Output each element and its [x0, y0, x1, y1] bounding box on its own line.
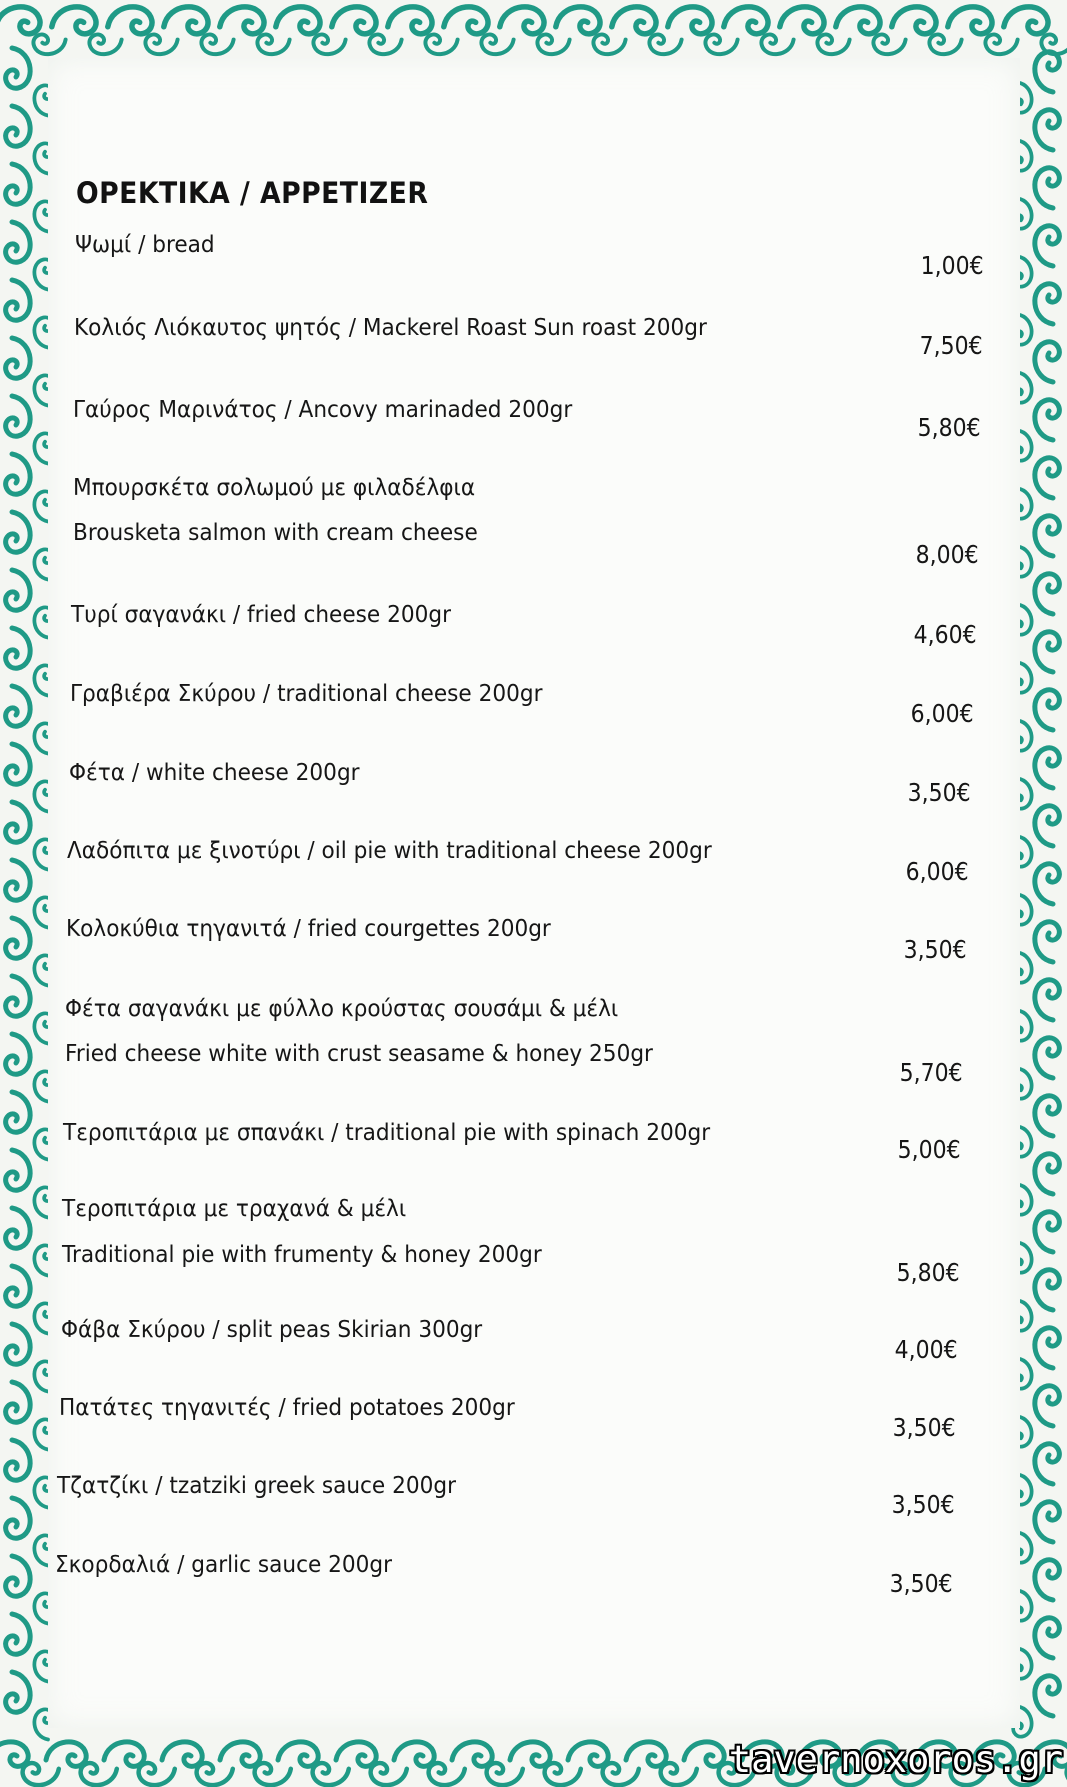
menu-item-price: 5,00€ — [898, 1135, 961, 1164]
menu-item-name: Traditional pie with frumenty & honey 200gr — [62, 1240, 542, 1268]
menu-item-price: 5,80€ — [918, 413, 981, 442]
menu-item-price: 7,50€ — [920, 331, 983, 360]
menu-item-price: 5,80€ — [897, 1258, 960, 1287]
menu-item-name: Φέτα / white cheese 200gr — [69, 758, 360, 786]
menu-item-price: 8,00€ — [916, 540, 979, 569]
menu-item-price: 3,50€ — [908, 778, 971, 807]
watermark: tavernoxoros.gr — [728, 1738, 1063, 1781]
menu-item-name: Σκορδαλιά / garlic sauce 200gr — [55, 1550, 393, 1578]
menu-item-price: 4,60€ — [914, 620, 977, 649]
menu-item-name: Τεροπιτάρια με σπανάκι / traditional pie with spinach 200gr — [63, 1118, 711, 1146]
menu-item-name: Fried cheese white with crust seasame & honey 250gr — [65, 1039, 653, 1067]
menu-item-name: Κολοκύθια τηγανιτά / fried courgettes 200gr — [66, 914, 551, 942]
menu-item-name: Τεροπιτάρια με τραχανά & μέλι — [62, 1194, 407, 1222]
menu-item-name: Κολιός Λιόκαυτος ψητός / Mackerel Roast Sun roast 200gr — [74, 313, 707, 341]
menu-item-name: Λαδόπιτα με ξινοτύρι / oil pie with traditional cheese 200gr — [67, 836, 712, 864]
menu-item-price: 4,00€ — [895, 1335, 958, 1364]
section-title: ΟΡΕΚΤΙΚΑ / APPETIZER — [76, 176, 429, 210]
menu-item-name: Φέτα σαγανάκι με φύλλο κρούστας σουσάμι & μέλι — [65, 994, 619, 1022]
menu-item-price: 1,00€ — [921, 251, 984, 280]
menu-item-name: Brousketa salmon with cream cheese — [73, 518, 478, 546]
menu-item-name: Φάβα Σκύρου / split peas Skirian 300gr — [61, 1315, 483, 1343]
menu-item-name: Γαύρος Μαρινάτος / Ancovy marinaded 200gr — [73, 395, 573, 423]
menu-item-name: Ψωμί / bread — [75, 230, 215, 258]
menu-item-name: Τυρί σαγανάκι / fried cheese 200gr — [71, 600, 451, 628]
menu-item-price: 6,00€ — [911, 699, 974, 728]
menu-item-name: Μπουρσκέτα σολωμού με φιλαδέλφια — [73, 473, 476, 501]
menu-item-name: Γραβιέρα Σκύρου / traditional cheese 200gr — [70, 679, 543, 707]
menu-item-price: 6,00€ — [906, 857, 969, 886]
menu-item-name: Πατάτες τηγανιτές / fried potatoes 200gr — [59, 1393, 515, 1421]
menu-item-name: Τζατζίκι / tzatziki greek sauce 200gr — [57, 1471, 456, 1499]
menu-item-price: 3,50€ — [892, 1490, 955, 1519]
menu-item-price: 3,50€ — [904, 935, 967, 964]
menu-item-price: 3,50€ — [893, 1413, 956, 1442]
menu-item-price: 3,50€ — [890, 1569, 953, 1598]
menu-item-price: 5,70€ — [900, 1058, 963, 1087]
